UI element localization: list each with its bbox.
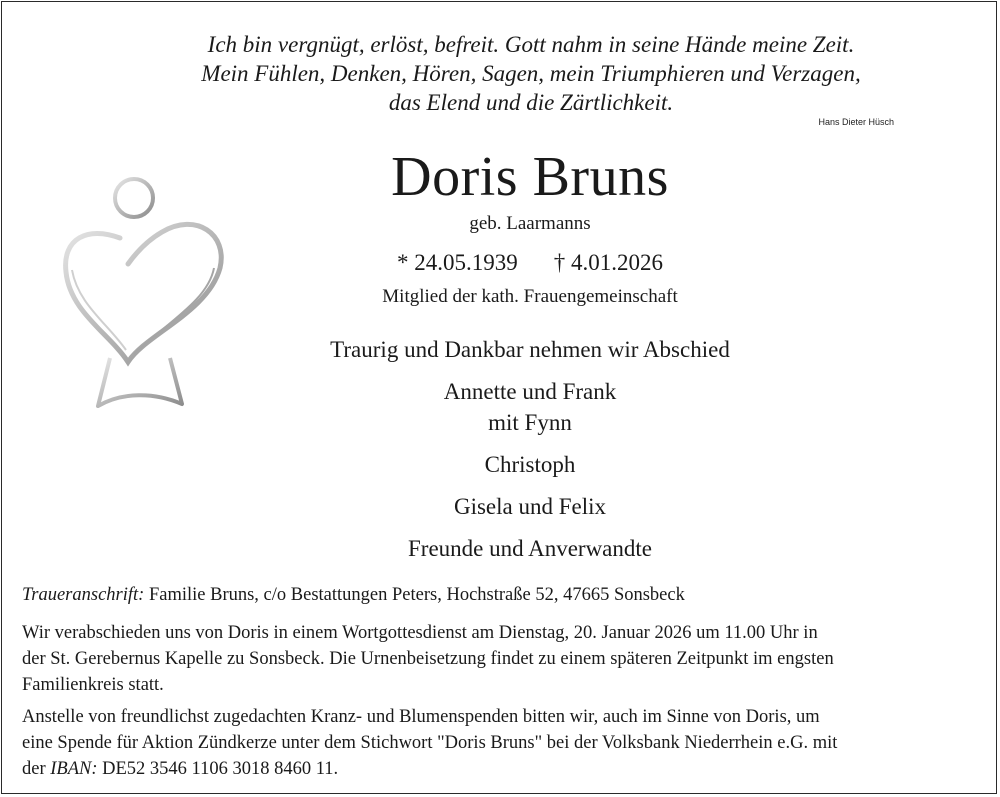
mourner-line: Annette und Frank [443, 379, 617, 404]
iban-value: DE52 3546 1106 3018 8460 11. [102, 759, 339, 779]
mourner-line: Christoph [484, 452, 576, 477]
service-line: der St. Gerebernus Kapelle zu Sonsbeck. Die Urnenbeisetzung findet zu einem späteren Zeitpunkt im engsten [22, 649, 834, 669]
deceased-name: Doris Bruns [391, 146, 669, 208]
service-line: Wir verabschieden uns von Doris in einem Wortgottesdienst am Dienstag, 20. Januar 2026 um 11.00 Uhr in [22, 623, 818, 643]
mourning-address [22, 582, 972, 608]
service-line: Familienkreis statt. [22, 675, 164, 695]
poem-line: Ich bin vergnügt, erlöst, befreit. Gott nahm in seine Hände meine Zeit. [207, 32, 855, 57]
farewell-line: Traurig und Dankbar nehmen wir Abschied [330, 337, 730, 362]
membership: Mitglied der kath. Frauengemeinschaft [382, 286, 678, 307]
service-info [22, 620, 972, 698]
donation-prefix: der [22, 759, 46, 779]
maiden-name: geb. Laarmanns [469, 213, 591, 234]
donation-info [22, 704, 972, 782]
mourner-group [60, 533, 1000, 564]
mourner-group [60, 376, 1000, 438]
mourner-line: mit Fynn [488, 410, 572, 435]
donation-line [22, 756, 972, 782]
birth-date: * 24.05.1939 [397, 250, 518, 275]
poem-author: Hans Dieter Hüsch [818, 117, 894, 127]
address-label: Traueranschrift: [22, 585, 145, 605]
death-date: † 4.01.2026 [553, 250, 663, 275]
poem-line: das Elend und die Zärtlichkeit. [388, 90, 674, 115]
iban-label: IBAN: [50, 759, 98, 779]
mourners-list [0, 376, 1000, 575]
mourner-line: Gisela und Felix [453, 494, 607, 519]
mourner-line: Freunde und Anverwandte [408, 536, 652, 561]
donation-line: eine Spende für Aktion Zündkerze unter dem Stichwort "Doris Bruns" bei der Volksbank Niederrhein e.G. mit [22, 733, 838, 753]
life-dates [0, 248, 1000, 278]
donation-line: Anstelle von freundlichst zugedachten Kranz- und Blumenspenden bitten wir, auch im Sinne von Doris, um [22, 707, 820, 727]
mourner-group [60, 449, 1000, 480]
mourner-group [60, 491, 1000, 522]
poem-line: Mein Fühlen, Denken, Hören, Sagen, mein Triumphieren und Verzagen, [201, 61, 861, 86]
address-text: Familie Bruns, c/o Bestattungen Peters, Hochstraße 52, 47665 Sonsbeck [148, 585, 685, 605]
poem-quote [0, 30, 1000, 117]
